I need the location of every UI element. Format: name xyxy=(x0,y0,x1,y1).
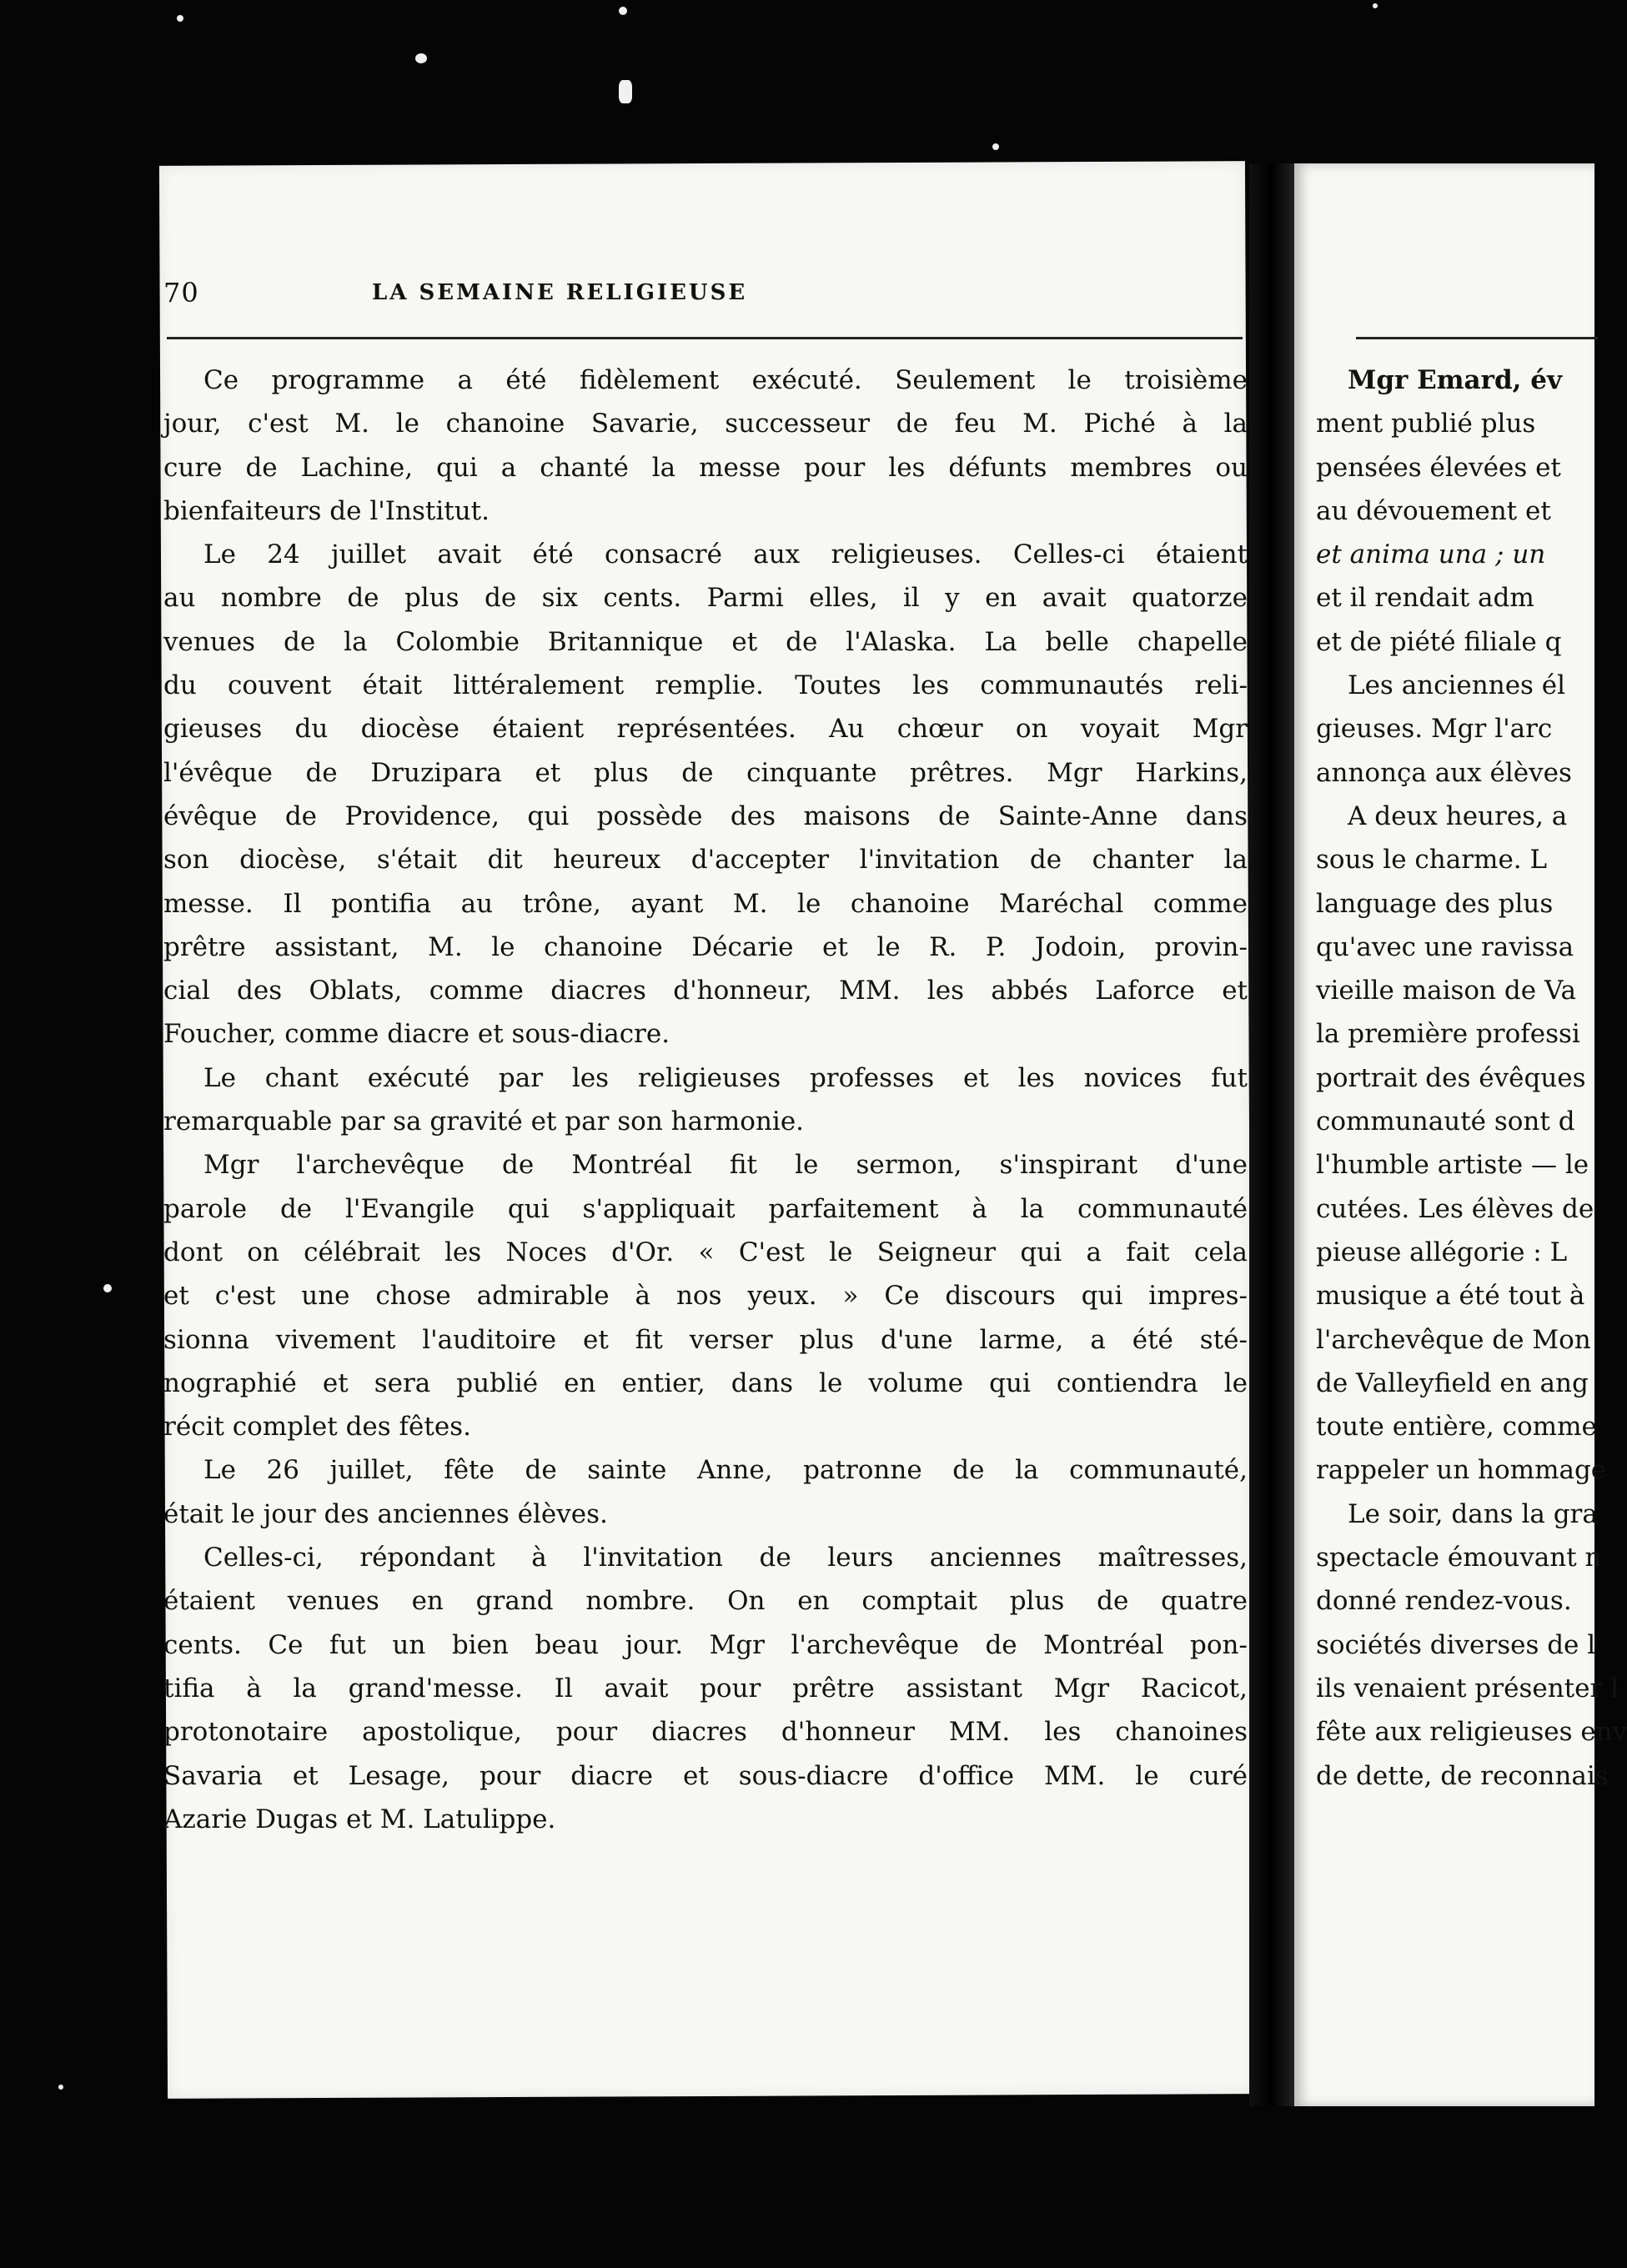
text-line: et de piété filiale q xyxy=(1316,626,1562,657)
text-line: l'archevêque de Mon xyxy=(1316,1324,1591,1355)
text-line: dont on célébrait les Noces d'Or. « C'est le Seigneur qui a fait cela xyxy=(163,1237,1248,1267)
dust-speck xyxy=(1373,3,1378,8)
text-line: au dévouement et xyxy=(1316,495,1551,526)
text-line: Foucher, comme diacre et sous-diacre. xyxy=(163,1019,670,1050)
text-line: toute entière, comme xyxy=(1316,1412,1597,1443)
text-line: gieuses. Mgr l'arc xyxy=(1316,714,1553,745)
text-line: Le chant exécuté par les religieuses professes et les novices fut xyxy=(203,1062,1248,1093)
text-line: de Valleyfield en ang xyxy=(1316,1367,1589,1398)
text-line: et c'est une chose admirable à nos yeux. » Ce discours qui impres- xyxy=(163,1281,1248,1312)
text-line: fête aux religieuses env xyxy=(1316,1717,1627,1748)
page-number: 70 xyxy=(163,277,199,309)
text-line: pensées élevées et xyxy=(1316,452,1561,483)
text-line: cents. Ce fut un bien beau jour. Mgr l'archevêque de Montréal pon- xyxy=(163,1629,1248,1660)
right-header-rule xyxy=(1356,337,1598,339)
running-head xyxy=(163,277,1248,319)
text-line: Celles-ci, répondant à l'invitation de leurs anciennes maîtresses, xyxy=(203,1543,1248,1573)
text-line: Savaria et Lesage, pour diacre et sous-diacre d'office MM. le curé xyxy=(163,1760,1248,1791)
text-line: l'humble artiste — le xyxy=(1316,1150,1589,1181)
header-rule xyxy=(167,337,1243,339)
text-line: donné rendez-vous. xyxy=(1316,1586,1572,1617)
text-line: messe. Il pontifia au trône, ayant M. le chanoine Maréchal comme xyxy=(163,888,1248,919)
text-line: A deux heures, a xyxy=(1348,800,1568,831)
text-line: jour, c'est M. le chanoine Savarie, successeur de feu M. Piché à la xyxy=(163,409,1248,439)
text-line: rappeler un hommage xyxy=(1316,1455,1607,1486)
text-line: gieuses du diocèse étaient représentées. Au chœur on voyait Mgr xyxy=(163,714,1248,745)
text-line: récit complet des fêtes. xyxy=(163,1412,471,1443)
text-line: au nombre de plus de six cents. Parmi elles, il y en avait quatorze xyxy=(163,583,1248,614)
text-line: venues de la Colombie Britannique et de l'Alaska. La belle chapelle xyxy=(163,626,1248,657)
text-line: et il rendait adm xyxy=(1316,583,1534,614)
text-line: était le jour des anciennes élèves. xyxy=(163,1498,608,1529)
text-line: parole de l'Evangile qui s'appliquait parfaitement à la communauté xyxy=(163,1193,1248,1224)
text-line: ment publié plus xyxy=(1316,409,1536,439)
text-line: spectacle émouvant n xyxy=(1316,1543,1602,1573)
text-line: et anima una ; un xyxy=(1316,539,1546,570)
text-line: Mgr Emard, év xyxy=(1348,365,1562,395)
left-page-text xyxy=(163,359,1248,1841)
text-line: évêque de Providence, qui possède des maisons de Sainte-Anne dans xyxy=(163,800,1248,831)
book-gutter xyxy=(1249,163,1294,2106)
dust-speck xyxy=(619,7,627,15)
text-line: language des plus xyxy=(1316,888,1554,919)
text-line: tifia à la grand'messe. Il avait pour prêtre assistant Mgr Racicot, xyxy=(163,1673,1248,1704)
text-line: remarquable par sa gravité et par son harmonie. xyxy=(163,1106,805,1137)
text-line: annonça aux élèves xyxy=(1316,757,1572,788)
dust-speck xyxy=(415,53,427,63)
text-line: son diocèse, s'était dit heureux d'accepter l'invitation de chanter la xyxy=(163,845,1248,876)
text-line: Azarie Dugas et M. Latulippe. xyxy=(163,1804,556,1834)
dust-speck xyxy=(992,143,999,150)
text-line: ils venaient présenter l xyxy=(1316,1673,1619,1704)
text-line: sous le charme. L xyxy=(1316,845,1548,876)
text-line: sionna vivement l'auditoire et fit verser plus d'une larme, a été sté- xyxy=(163,1324,1248,1355)
text-line: étaient venues en grand nombre. On en comptait plus de quatre xyxy=(163,1586,1248,1617)
text-line: communauté sont d xyxy=(1316,1106,1575,1137)
text-line: prêtre assistant, M. le chanoine Décarie et le R. P. Jodoin, provin- xyxy=(163,931,1248,962)
text-line: de dette, de reconnais xyxy=(1316,1760,1609,1791)
text-line: portrait des évêques xyxy=(1316,1062,1586,1093)
text-line: Le 24 juillet avait été consacré aux religieuses. Celles-ci étaient xyxy=(203,539,1248,570)
text-line: Les anciennes él xyxy=(1348,670,1566,701)
text-line: vieille maison de Va xyxy=(1316,976,1576,1006)
text-line: protonotaire apostolique, pour diacres d'honneur MM. les chanoines xyxy=(163,1717,1248,1748)
dust-speck xyxy=(619,80,632,103)
text-line: cial des Oblats, comme diacres d'honneur, MM. les abbés Laforce et xyxy=(163,976,1248,1006)
text-line: du couvent était littéralement remplie. Toutes les communautés reli- xyxy=(163,670,1248,701)
text-line: l'évêque de Druzipara et plus de cinquante prêtres. Mgr Harkins, xyxy=(163,757,1248,788)
text-line: musique a été tout à xyxy=(1316,1281,1585,1312)
text-line: pieuse allégorie : L xyxy=(1316,1237,1568,1267)
text-line: Le soir, dans la gra xyxy=(1348,1498,1598,1529)
text-line: bienfaiteurs de l'Institut. xyxy=(163,495,490,526)
text-line: la première professi xyxy=(1316,1019,1580,1050)
text-line: Le 26 juillet, fête de sainte Anne, patronne de la communauté, xyxy=(203,1455,1248,1486)
text-line: Mgr l'archevêque de Montréal fit le sermon, s'inspirant d'une xyxy=(203,1150,1248,1181)
text-line: nographié et sera publié en entier, dans le volume qui contiendra le xyxy=(163,1367,1248,1398)
text-line: cutées. Les élèves de xyxy=(1316,1193,1594,1224)
running-title: LA SEMAINE RELIGIEUSE xyxy=(372,280,748,305)
text-line: Ce programme a été fidèlement exécuté. Seulement le troisième xyxy=(203,365,1248,395)
dust-speck xyxy=(177,15,183,22)
dust-speck xyxy=(103,1284,112,1292)
dust-speck xyxy=(58,2085,63,2090)
text-line: qu'avec une ravissa xyxy=(1316,931,1574,962)
text-line: sociétés diverses de l xyxy=(1316,1629,1596,1660)
text-line: cure de Lachine, qui a chanté la messe pour les défunts membres ou xyxy=(163,452,1248,483)
right-page-text xyxy=(1316,359,1627,1798)
